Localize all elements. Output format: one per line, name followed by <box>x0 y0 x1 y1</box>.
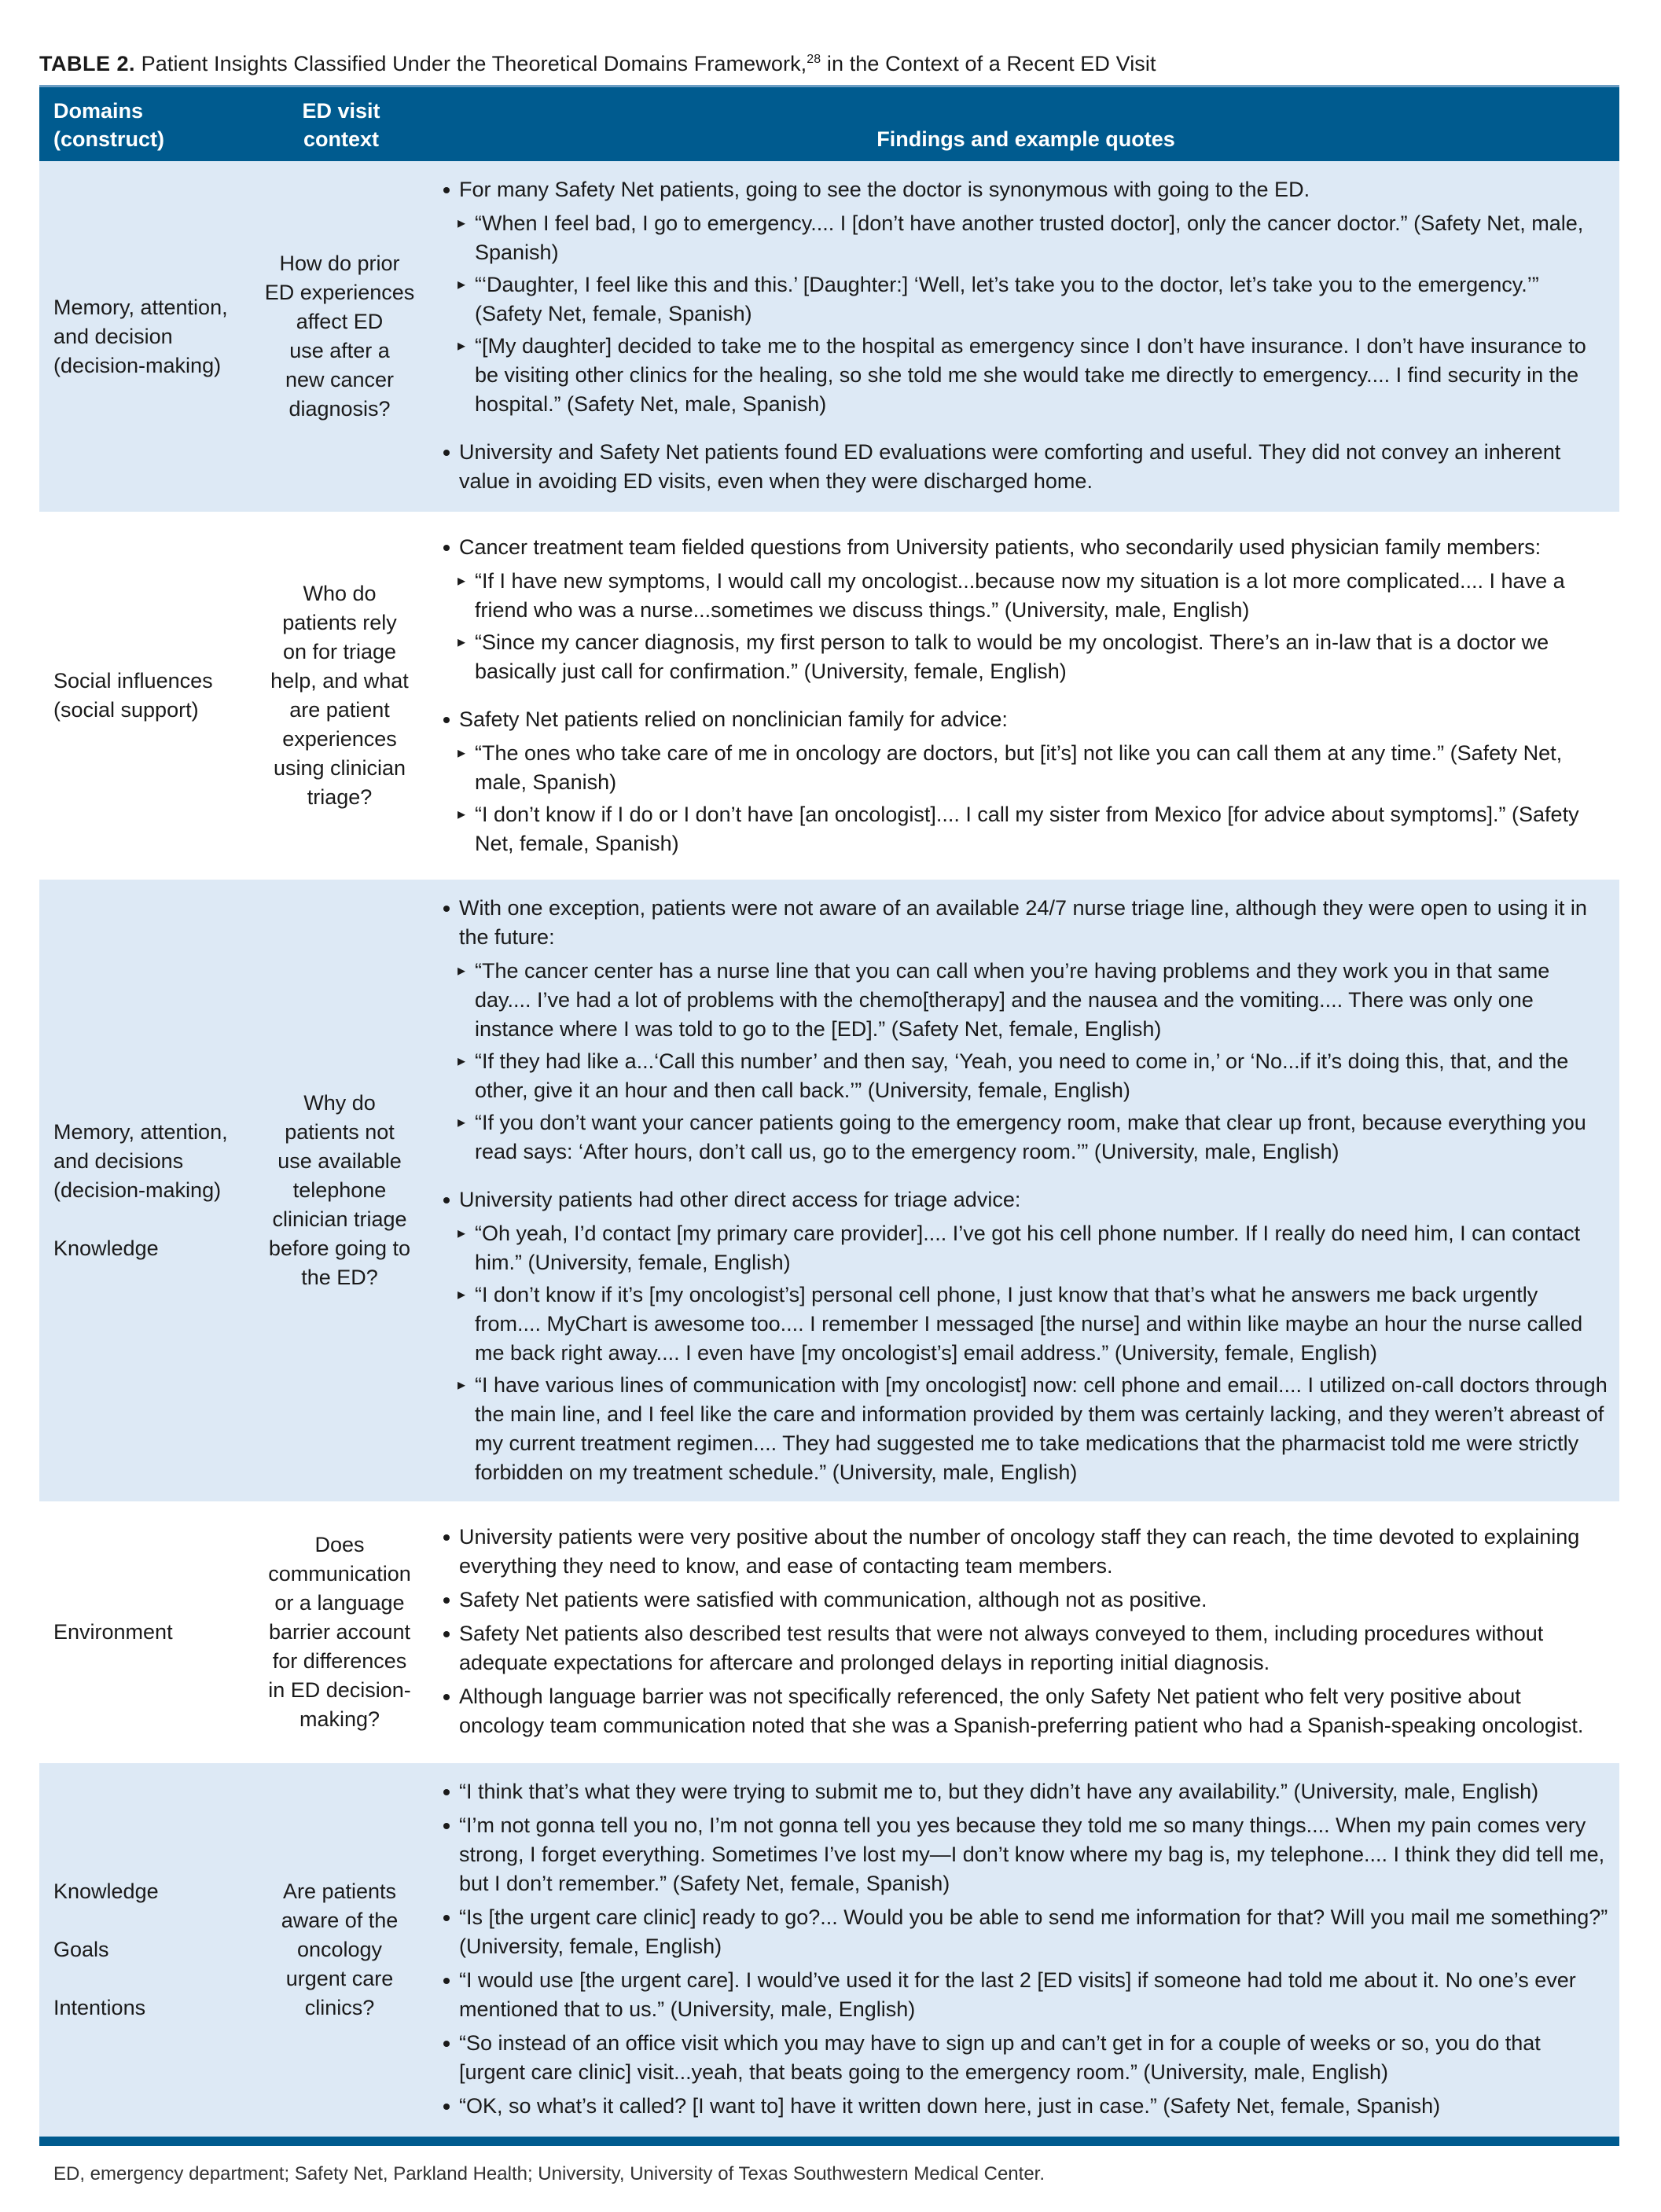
finding-bullet: University and Safety Net patients found ED evaluations were comforting and useful. They did not convey an inherent value in avoiding ED visits, even when they were discharged home. <box>440 438 1608 496</box>
context-line: Who do <box>303 582 377 605</box>
context-line: in ED decision- <box>268 1678 411 1702</box>
quote-item <box>440 1281 1608 1368</box>
quote-text: “The cancer center has a nurse line that you can call when you’re having problems and they work you in that same day.... I’ve had a lot of problems with the chemo[therapy] and the nausea and the vomiting.... There was only one instance where I was told to go to the [ED].” (Safety Net, female, English) <box>475 959 1550 1041</box>
context-line: use after a <box>289 339 390 362</box>
column-header-findings: Findings and example quotes <box>429 86 1619 162</box>
domain-cell <box>39 1505 250 1760</box>
table-footnote: ED, emergency department; Safety Net, Parkland Health; University, University of Texas Southwestern Medical Center. <box>53 2163 1045 2184</box>
context-line: making? <box>299 1707 380 1731</box>
chevron-right-icon: ▸ <box>458 215 466 232</box>
table-title <box>39 46 1619 82</box>
domain-line: Goals <box>53 1938 109 1961</box>
context-line: help, and what <box>270 669 409 693</box>
context-line: Are patients <box>282 1879 397 1903</box>
table-body <box>39 161 1619 2137</box>
document-page <box>39 0 1619 2187</box>
findings-cell <box>429 516 1619 876</box>
context-line: the ED? <box>301 1266 378 1289</box>
domain-line: (decision-making) <box>53 1178 222 1202</box>
findings-cell <box>429 161 1619 516</box>
findings-cell <box>429 876 1619 1505</box>
context-line: on for triage <box>282 640 397 663</box>
citation-superscript: 28 <box>807 53 821 66</box>
context-line: clinician triage <box>272 1207 407 1231</box>
context-cell <box>250 876 429 1505</box>
context-line: Does <box>314 1533 365 1556</box>
chevron-right-icon: ▸ <box>458 1053 466 1070</box>
quote-text: “The ones who take care of me in oncology are doctors, but [it’s] not like you can call them at any time.” (Safety Net, male, Spanish) <box>475 741 1563 794</box>
finding-bullet: University patients were very positive about the number of oncology staff they can reach, the time devoted to explaining everything they need to know, and ease of contacting team members. <box>440 1523 1608 1581</box>
domain-line: Social influences <box>53 669 213 693</box>
finding-spacer <box>440 1170 1608 1181</box>
domain-line: Knowledge <box>53 1236 159 1260</box>
column-header-context-line: context <box>303 127 380 151</box>
quote-item <box>440 1371 1608 1487</box>
chevron-right-icon: ▸ <box>458 806 466 823</box>
domain-cell <box>39 516 250 876</box>
chevron-right-icon: ▸ <box>458 337 466 355</box>
finding-bullet: Cancer treatment team fielded questions from University patients, who secondarily used physician family members: <box>440 533 1608 562</box>
chevron-right-icon: ▸ <box>458 572 466 590</box>
finding-spacer <box>440 422 1608 433</box>
table-title-text: Patient Insights Classified Under the Theoretical Domains Framework, <box>135 52 807 75</box>
quote-item <box>440 739 1608 797</box>
context-line: before going to <box>268 1236 411 1260</box>
column-header-domains-line: (construct) <box>53 127 164 151</box>
quote-text: “Oh yeah, I’d contact [my primary care provider].... I’ve got his cell phone number. If I really do need him, I can contact him.” (University, female, English) <box>475 1222 1581 1274</box>
domain-line: and decision <box>53 324 173 348</box>
quote-text: “Since my cancer diagnosis, my first person to talk to would be my oncologist. There’s an in-law that is a doctor we basically just call for confirmation.” (University, female, English) <box>475 630 1549 683</box>
quote-item <box>440 567 1608 625</box>
insights-table <box>39 85 1619 2137</box>
finding-bullet: Safety Net patients were satisfied with communication, although not as positive. <box>440 1586 1608 1615</box>
table-row <box>39 516 1619 876</box>
context-line: patients rely <box>282 611 397 634</box>
quote-item <box>440 957 1608 1044</box>
quote-text: “When I feel bad, I go to emergency.... I [don’t have another trusted doctor], only the cancer doctor.” (Safety Net, male, Spanish) <box>475 211 1584 264</box>
table-row <box>39 876 1619 1505</box>
chevron-right-icon: ▸ <box>458 1225 466 1242</box>
domain-spacer <box>53 1964 242 1993</box>
domain-line: Intentions <box>53 1996 146 2019</box>
context-line: for differences <box>272 1649 407 1673</box>
context-line: use available <box>277 1149 402 1173</box>
finding-bullet: For many Safety Net patients, going to see the doctor is synonymous with going to the ED. <box>440 175 1608 204</box>
table-title-text-after: in the Context of a Recent ED Visit <box>821 52 1156 75</box>
finding-bullet: Safety Net patients also described test results that were not always conveyed to them, including procedures without adequate expectations for aftercare and prolonged delays in reporting initial diagnosis. <box>440 1619 1608 1677</box>
context-line: triage? <box>307 785 373 809</box>
quote-item <box>440 800 1608 858</box>
finding-bullet: University patients had other direct access for triage advice: <box>440 1185 1608 1214</box>
context-line: new cancer <box>285 368 395 391</box>
quote-text: “I don’t know if I do or I don’t have [an oncologist].... I call my sister from Mexico [for advice about symptoms].” (Safety Net, female, Spanish) <box>475 803 1579 855</box>
domain-spacer <box>53 1906 242 1935</box>
table-row <box>39 1505 1619 1760</box>
context-line: experiences <box>282 727 397 751</box>
finding-bullet: “I would use [the urgent care]. I would’ve used it for the last 2 [ED visits] if someone had told me about it. No one’s ever mentioned that to us.” (University, male, English) <box>440 1966 1608 2024</box>
chevron-right-icon: ▸ <box>458 744 466 762</box>
findings-cell <box>429 1505 1619 1760</box>
finding-bullet: “So instead of an office visit which you may have to sign up and can’t get in for a couple of weeks or so, you do that [urgent care clinic] visit...yeah, that beats going to the emergency room.” (University, male, English) <box>440 2029 1608 2087</box>
table-row <box>39 161 1619 516</box>
table-row <box>39 1760 1619 2137</box>
quote-item <box>440 1108 1608 1167</box>
context-line: using clinician <box>273 756 406 780</box>
domain-line: (decision-making) <box>53 353 222 377</box>
finding-bullet: Safety Net patients relied on nonclinician family for advice: <box>440 705 1608 734</box>
domain-line: Memory, attention, <box>53 295 228 319</box>
quote-text: “If you don’t want your cancer patients going to the emergency room, make that clear up front, because everything you read says: ‘After hours, don’t call us, go to the emergency room.’” (University, male, English) <box>475 1111 1586 1163</box>
context-cell <box>250 1760 429 2137</box>
domain-cell <box>39 161 250 516</box>
context-line: urgent care <box>285 1967 394 1990</box>
finding-bullet: “I think that’s what they were trying to submit me to, but they didn’t have any availability.” (University, male, English) <box>440 1777 1608 1806</box>
context-line: Why do <box>303 1091 376 1115</box>
column-header-context-line: ED visit <box>302 99 380 123</box>
quote-item <box>440 1219 1608 1277</box>
chevron-right-icon: ▸ <box>458 1114 466 1131</box>
domain-line: Knowledge <box>53 1879 159 1903</box>
context-line: patients not <box>285 1120 395 1144</box>
domain-cell <box>39 876 250 1505</box>
column-header-domains <box>39 86 250 162</box>
quote-text: “I have various lines of communication with [my oncologist] now: cell phone and email.... I utilized on-call doctors through the main line, and I feel like the care and information provided by them was certainly lacking, and they weren’t abreast of my current treatment regimen.... They had suggested me to take medications that the pharmacist told me were strictly forbidden on my treatment schedule.” (University, male, English) <box>475 1373 1608 1484</box>
finding-bullet: Although language barrier was not specifically referenced, the only Safety Net patient who felt very positive about oncology team communication noted that she was a Spanish-preferring patient who had a Spanish-speaking oncologist. <box>440 1682 1608 1740</box>
table-header-row <box>39 86 1619 162</box>
finding-bullet: “Is [the urgent care clinic] ready to go?... Would you be able to send me information for that? Will you mail me something?” (University, female, English) <box>440 1903 1608 1961</box>
findings-cell <box>429 1760 1619 2137</box>
context-line: clinics? <box>304 1996 375 2019</box>
chevron-right-icon: ▸ <box>458 276 466 293</box>
context-cell <box>250 1505 429 1760</box>
context-line: oncology <box>296 1938 383 1961</box>
chevron-right-icon: ▸ <box>458 1286 466 1303</box>
finding-bullet: “OK, so what’s it called? [I want to] have it written down here, just in case.” (Safety Net, female, Spanish) <box>440 2092 1608 2121</box>
table-label: TABLE 2. <box>39 52 136 75</box>
context-line: ED experiences <box>264 281 415 304</box>
context-line: diagnosis? <box>288 397 391 421</box>
chevron-right-icon: ▸ <box>458 962 466 979</box>
quote-item <box>440 1047 1608 1105</box>
domain-line: and decisions <box>53 1149 184 1173</box>
context-line: barrier account <box>268 1620 411 1644</box>
context-line: communication <box>268 1562 411 1586</box>
table-bottom-rule <box>39 2137 1619 2146</box>
column-header-context <box>250 86 429 162</box>
finding-bullet: “I’m not gonna tell you no, I’m not gonna tell you yes because they told me so many things.... When my pain comes very strong, I forget everything. Sometimes I’ve lost my—I don’t know where my bag is, my telephone.... I think they did tell me, but I don’t remember.” (Safety Net, female, Spanish) <box>440 1811 1608 1898</box>
context-cell <box>250 516 429 876</box>
finding-bullet: With one exception, patients were not aware of an available 24/7 nurse triage line, although they were open to using it in the future: <box>440 894 1608 952</box>
context-line: aware of the <box>281 1909 399 1932</box>
context-cell <box>250 161 429 516</box>
context-line: affect ED <box>296 310 384 333</box>
context-line: telephone <box>292 1178 387 1202</box>
domain-line: Environment <box>53 1620 173 1644</box>
quote-text: “If they had like a...‘Call this number’ and then say, ‘Yeah, you need to come in,’ or ‘No...if it’s doing this, that, and the other, give it an hour and then call back.’” (University, female, English) <box>475 1049 1569 1102</box>
context-line: or a language <box>274 1591 405 1615</box>
quote-text: “If I have new symptoms, I would call my oncologist...because now my situation is a lot more complicated.... I have a friend who was a nurse...sometimes we discuss things.” (University, male, English) <box>475 569 1565 622</box>
quote-text: “I don’t know if it’s [my oncologist’s] personal cell phone, I just know that that’s what he answers me back urgently from.... MyChart is awesome too.... I remember I messaged [the nurse] and within like maybe an hour the nurse called me back right away.... I even have [my oncologist’s] email address.” (University, female, English) <box>475 1283 1583 1365</box>
domain-line: (social support) <box>53 698 199 722</box>
quote-text: “[My daughter] decided to take me to the hospital as emergency since I don’t have insurance. I don’t have insurance to be visiting other clinics for the healing, so she told me she would take me directly to emergency.... I find security in the hospital.” (Safety Net, male, Spanish) <box>475 334 1586 416</box>
domain-line: Memory, attention, <box>53 1120 228 1144</box>
context-line: are patient <box>289 698 390 722</box>
quote-item <box>440 209 1608 267</box>
chevron-right-icon: ▸ <box>458 1376 466 1394</box>
quote-text: “‘Daughter, I feel like this and this.’ [Daughter:] ‘Well, let’s take you to the doctor, let’s take you to the emergency.’” (Safety Net, female, Spanish) <box>475 273 1539 325</box>
finding-spacer <box>440 689 1608 700</box>
domain-spacer <box>53 1205 242 1234</box>
quote-item <box>440 628 1608 686</box>
quote-item <box>440 270 1608 329</box>
context-line: How do prior <box>279 252 400 275</box>
chevron-right-icon: ▸ <box>458 634 466 651</box>
domain-cell <box>39 1760 250 2137</box>
quote-item <box>440 332 1608 419</box>
column-header-domains-line: Domains <box>53 99 144 123</box>
